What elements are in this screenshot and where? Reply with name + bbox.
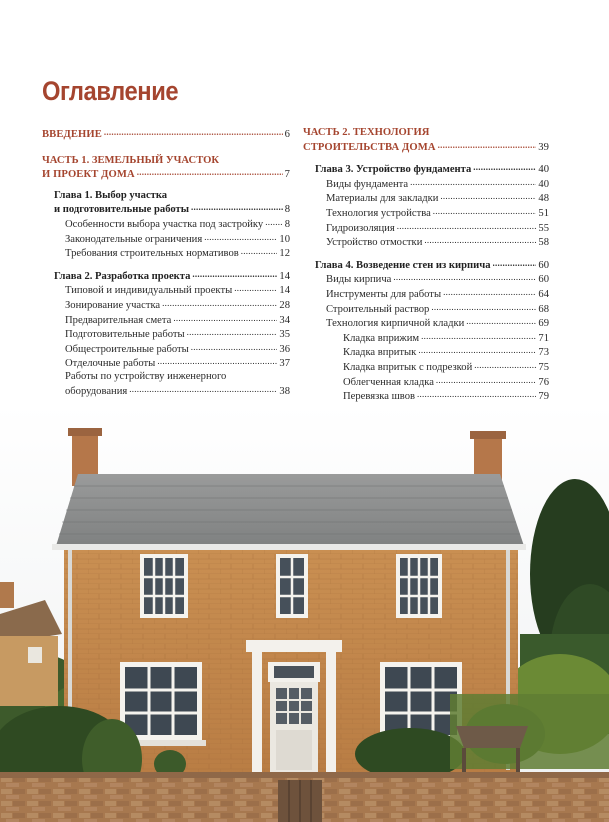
toc-item-page: 76: [538, 376, 549, 388]
toc-item-page: 73: [538, 347, 549, 359]
toc-entry-part1[interactable]: ЧАСТЬ 1. ЗЕМЕЛЬНЫЙ УЧАСТОК И ПРОЕКТ ДОМА . . . 7: [42, 155, 290, 182]
toc-item[interactable]: [65, 313, 290, 328]
toc-item[interactable]: [326, 316, 549, 331]
toc-subitem[interactable]: [343, 375, 549, 390]
toc-item-page: 64: [538, 288, 549, 300]
toc-item-title: Кладка вприжим: [343, 332, 420, 344]
toc-item-title: Устройство отмостки: [326, 237, 423, 249]
chapter4-items: [303, 272, 549, 330]
toc-item[interactable]: [326, 287, 549, 302]
toc-right-column: [303, 127, 549, 404]
toc-item-title: Гидроизоляция: [326, 222, 395, 234]
toc-item-page: 14: [279, 285, 290, 297]
toc-item[interactable]: [326, 177, 549, 192]
page-title: Оглавление: [42, 76, 179, 106]
toc-item[interactable]: [326, 191, 549, 206]
toc-item-page: 36: [279, 343, 290, 355]
chapter3-items: [303, 177, 549, 250]
toc-item-page: 12: [279, 248, 290, 260]
toc-item-title: Виды фундамента: [326, 178, 409, 190]
toc-item[interactable]: [65, 327, 290, 342]
toc-item-title: Требования строительных нормативов: [65, 248, 239, 260]
toc-item[interactable]: [65, 342, 290, 357]
toc-entry-chapter4[interactable]: Глава 4. Возведение стен из кирпича . . . 60: [303, 258, 549, 273]
toc-item[interactable]: [326, 302, 549, 317]
toc-item-page: 60: [538, 274, 549, 286]
toc-item[interactable]: [326, 235, 549, 250]
toc-item[interactable]: [65, 298, 290, 313]
toc-item-engineering[interactable]: Работы по устройству инженерного оборудования . . . 38: [42, 371, 290, 398]
toc-entry-chapter3[interactable]: Глава 3. Устройство фундамента . . . 40: [303, 162, 549, 177]
toc-left-column: [42, 127, 290, 398]
toc-item-title: Предварительная смета: [65, 314, 172, 326]
toc-item-title: Технология устройства: [326, 207, 431, 219]
toc-item[interactable]: [65, 356, 290, 371]
toc-item-page: 75: [538, 361, 549, 373]
toc-item-page: 69: [538, 318, 549, 330]
toc-subitem[interactable]: [343, 345, 549, 360]
toc-item-title: Облегченная кладка: [343, 376, 434, 388]
toc-item-title: Общестроительные работы: [65, 343, 189, 355]
toc-item-page: 37: [279, 358, 290, 370]
toc-item[interactable]: [65, 246, 290, 261]
toc-item-page: 34: [279, 314, 290, 326]
toc-item-title: Технология кирпичной кладки: [326, 318, 465, 330]
toc-item-page: 58: [538, 237, 549, 249]
toc-item[interactable]: [326, 206, 549, 221]
toc-subitem[interactable]: [343, 360, 549, 375]
toc-entry-part2[interactable]: ЧАСТЬ 2. ТЕХНОЛОГИЯ СТРОИТЕЛЬСТВА ДОМА . . . 39: [303, 127, 549, 154]
toc-item-page: 48: [538, 193, 549, 205]
toc-item-title: Подготовительные работы: [65, 329, 185, 341]
chapter4-subitems: [303, 331, 549, 404]
toc-item-title: Типовой и индивидуальный проекты: [65, 285, 233, 297]
toc-item-page: 51: [538, 207, 549, 219]
toc-item[interactable]: [326, 221, 549, 236]
toc-item-page: 35: [279, 329, 290, 341]
toc-item-page: 28: [279, 299, 290, 311]
toc-item-title: Отделочные работы: [65, 358, 156, 370]
toc-subitem[interactable]: [343, 389, 549, 404]
toc-item-page: 10: [279, 233, 290, 245]
toc-item-title: Строительный раствор: [326, 303, 430, 315]
toc-item-page: 79: [538, 391, 549, 403]
toc-item-title: Инструменты для работы: [326, 288, 442, 300]
toc-item[interactable]: [326, 272, 549, 287]
toc-item-page: 71: [538, 332, 549, 344]
toc-item-title: Кладка впритык: [343, 347, 417, 359]
toc-entry-chapter1[interactable]: Глава 1. Выбор участка и подготовительные работы . . . 8: [42, 190, 290, 217]
toc-item-title: Зонирование участка: [65, 299, 161, 311]
toc-item[interactable]: [65, 232, 290, 247]
toc-item[interactable]: [65, 283, 290, 298]
toc-item-page: 40: [538, 178, 549, 190]
toc-item-title: Особенности выбора участка под застройку: [65, 218, 264, 230]
upper-windows: [140, 554, 442, 618]
toc-item-page: 8: [284, 218, 290, 230]
chapter2-items: [42, 283, 290, 371]
toc-item-title: Виды кирпича: [326, 274, 392, 286]
toc-subitem[interactable]: [343, 331, 549, 346]
toc-item-title: Перевязка швов: [343, 391, 415, 403]
toc-item-title: Законодательные ограничения: [65, 233, 203, 245]
toc-entry-intro[interactable]: ВВЕДЕНИЕ . . . 6: [42, 127, 290, 142]
toc-item[interactable]: [65, 217, 290, 232]
toc-item-page: 68: [538, 303, 549, 315]
toc-item-title: Кладка впритык с подрезкой: [343, 361, 473, 373]
toc-item-page: 55: [538, 222, 549, 234]
house-photo: [0, 404, 609, 822]
toc-entry-chapter2[interactable]: Глава 2. Разработка проекта . . . 14: [42, 269, 290, 284]
chapter1-items: [42, 217, 290, 261]
toc-item-title: Материалы для закладки: [326, 193, 439, 205]
